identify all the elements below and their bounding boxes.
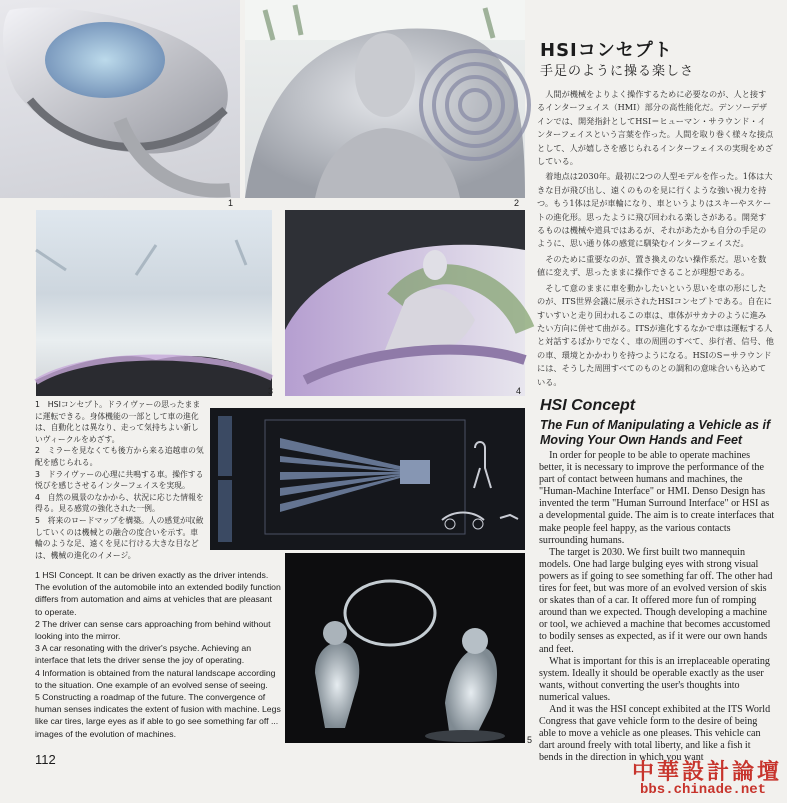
en-section-subtitle: The Fun of Manipulating a Vehicle as if Moving Your Own Hands and Feet <box>540 418 771 447</box>
jp-paragraph: 着地点は2030年。最初に2つの人型モデルを作った。1体は大きな目が飛び出し、遠くのものを見に行くような強い視力を持つ。もう1体は足が車輪になり、車というよりはスキーやスケートの進化形。思ったように飛び回われる楽しさがある。開発するものは機械や道具ではあるが、それがあたかも自分の手足のように、思い通り体の感覚に馴染むインターフェイスだ。 <box>537 171 773 249</box>
watermark-url: bbs.chinade.net <box>640 782 767 798</box>
en-captions <box>35 569 281 740</box>
figure-number: 3 <box>268 386 274 396</box>
jp-caption: 1 HSIコンセプト。ドライヴァーの思ったままに運転できる。身体機能の一部として車の進化は、自動化とは異なり、走って気持ちよい新しいヴィークルをめざす。 <box>35 400 201 444</box>
figure-2-driver-capsule <box>245 0 525 198</box>
en-caption: 5 Constructing a roadmap of the future. The convergence of human senses indicates the extent of fusion with machine. Legs like car tires, large eyes as if able to go see something far off ... images of the evolution of machines. <box>35 692 281 739</box>
jp-caption: 3 ドライヴァーの心理に共鳴する車。操作する悦びを感じさせるインターフェイスを実現。 <box>35 469 204 491</box>
en-section-title: HSI Concept <box>540 397 636 414</box>
en-caption: 3 A car resonating with the driver's psyche. Achieving an interface that lets the driver sense the joy of operating. <box>35 643 252 666</box>
figure-number: 2 <box>514 198 520 208</box>
jp-caption: 5 将来のロードマップを構築。人の感覚が収斂していくのは機械との融合の度合いを示す。車輪のような足、遠くを見に行ける大きな目などは、機械の進化のイメージ。 <box>35 515 204 560</box>
en-paragraph: What is important for this is an irreplaceable operating system. Ideally it should be operable exactly as the user wants, without converting the user's thoughts into numerical values. <box>539 655 770 703</box>
figure-number: 1 <box>228 198 234 208</box>
jp-caption: 2 ミラーを見なくても後方から来る追越車の気配を感じられる。 <box>35 446 204 467</box>
en-paragraph: The target is 2030. We first built two mannequin models. One had large bulging eyes with strong visual powers as if going to see something far off. The other had tires for feet, but was more of an evolved version of skis or skates than of a car. It offered more fun of romping around than we expected. Though developing a machine or tool, we achieved a machine that becomes accustomed to bodily senses as expected, as if it were our own hands and feet. <box>539 546 773 655</box>
figure-3-cockpit-view <box>36 210 272 396</box>
jp-paragraph: そして意のままに車を動かしたいという思いを車の形にしたのが、ITS世界会議に展示されたHSIコンセプトである。自在にすいすいと走り回われるこの車は、車体がサカナのように進みたい方向に併せて曲がる。ITSが進化するなかで車は運転する人と対話するばかりでなく、車の周囲のすべて、歩行者、信号、他の車、環境とかかわりを持つようになる。HSIのS＝サラウンドには、そうした周囲すべてのものとの調和の意味合いも込めている。 <box>537 282 774 387</box>
jp-paragraph: 人間が機械をよりよく操作するために必要なのが、人と接するインターフェイス（HMI）部分の高性能化だ。デンソーデザインでは、開発指針としてHSI＝ヒューマン・サラウンド・インターフェイスという言葉を作った。人間を取り巻く様々な接点として、人が嬉しさを感じられるインターフェイスの実現をめざしている。 <box>537 89 774 167</box>
page-number: 112 <box>35 752 56 767</box>
figure-number: 5 <box>527 735 533 745</box>
figure-1-car-seat <box>0 0 240 198</box>
jp-section-subtitle: 手足のように操る楽しさ <box>540 64 695 79</box>
en-caption: 2 The driver can sense cars approaching from behind without looking into the mirror. <box>35 618 271 642</box>
en-caption: 1 HSI Concept. It can be driven exactly as the driver intends. The evolution of the automobile into an extended bodily function differs from automation and aims at vehicles that are pleasant to operate. <box>35 570 281 617</box>
figure-5-mannequin-models <box>285 553 525 743</box>
jp-body-text <box>537 88 774 391</box>
jp-caption: 4 自然の風景のなかから、状況に応じた情報を得る。見る感覚の強化された一例。 <box>35 492 204 514</box>
figure-4-reclined-driver <box>285 210 525 396</box>
en-caption: 4 Information is obtained from the natural landscape according to the situation. One example of an evolved sense of seeing. <box>35 667 276 690</box>
en-paragraph: And it was the HSI concept exhibited at the ITS World Congress that gave vehicle form to the desire of being able to move a vehicle as one pleases. This vehicle can dart around freely with total liberty, and like a fish it bends in the direction in which you want <box>539 703 771 764</box>
jp-section-title: HSIコンセプト <box>540 40 673 61</box>
en-body-text <box>539 450 775 764</box>
watermark-logo: 中華設計論壇 <box>632 760 783 785</box>
roadmap-diagram <box>210 408 525 550</box>
en-paragraph: In order for people to be able to operate machines better, it is necessary to improve the performance of the part of contact between humans and machines, the "Human-Machine Interface" or HMI. Denso Design has invented the term "Human Surround Interface" or HSI as a developmental guide. The aim is to create interfaces that make people feel happy, as the various contacts surrounding humans. <box>539 450 775 546</box>
jp-captions <box>35 399 205 561</box>
figure-number: 4 <box>516 386 522 396</box>
jp-paragraph: そのために重要なのが、置き換えのない操作系だ。思いを数値に変えず、思ったままに操作できることが理想である。 <box>537 253 767 278</box>
